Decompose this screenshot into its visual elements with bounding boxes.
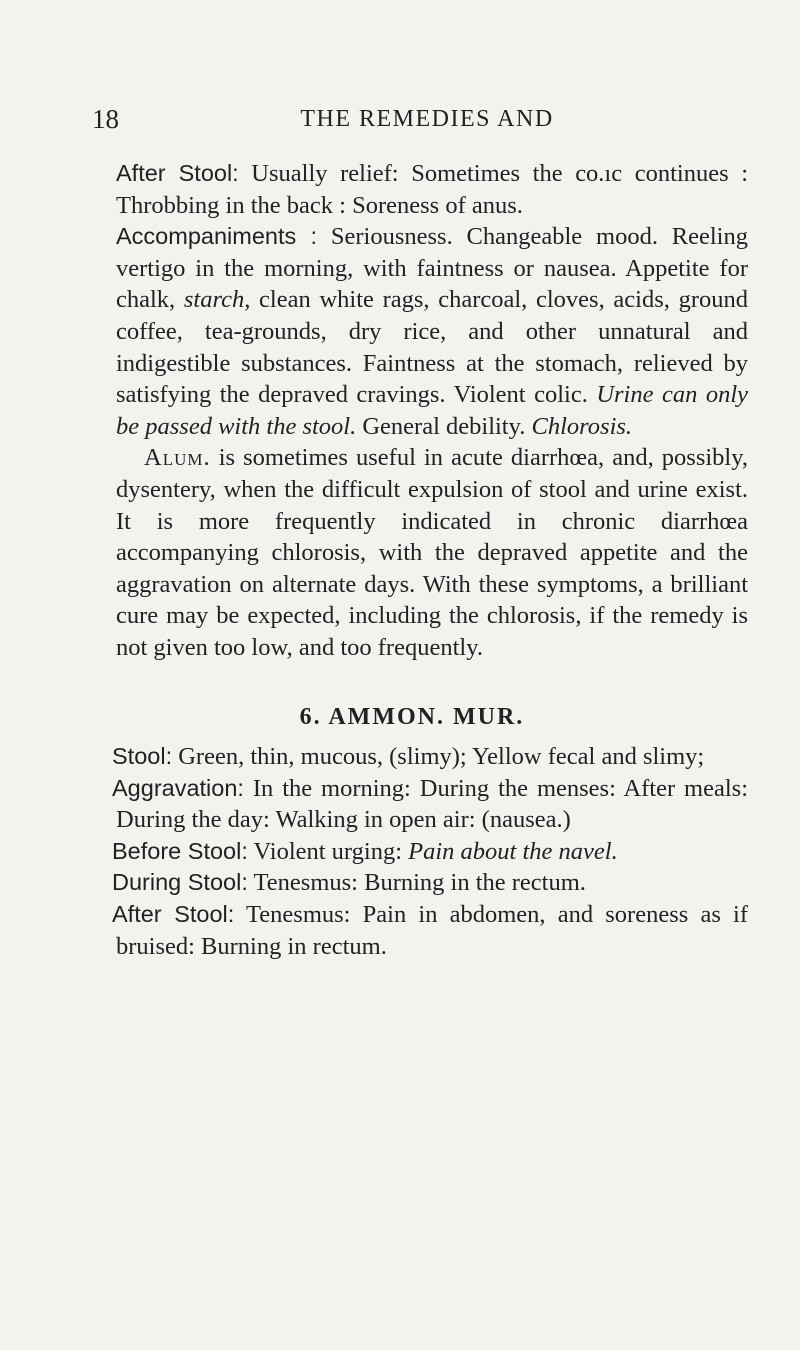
- page-header: [92, 104, 732, 144]
- stool-label: Stool:: [112, 743, 173, 770]
- during-stool-label: During Stool:: [112, 869, 248, 896]
- paragraph-after-stool: [116, 158, 748, 221]
- alum-remedy-name: Alum.: [144, 444, 211, 472]
- stool-text: Green, thin, mucous, (slimy); Yellow fecal and slimy;: [172, 743, 705, 771]
- before-stool-label: Before Stool:: [112, 837, 248, 864]
- aggravation-text: In the morning: During the menses: After meals: During the day: Walking in open air: (nausea.): [116, 774, 748, 834]
- accompaniments-text-2: clean white rags, charcoal, cloves, acids, ground coffee, tea-grounds, dry rice, and other unnatural and indigestible substances. Faintness at the stomach, relieved by satisfying the depraved cravings. Violent colic.: [116, 286, 748, 409]
- alum-text: is sometimes useful in acute diarrhœa, and, possibly, dysentery, when the difficult expulsion of stool and urine exist. It is more frequently indicated in chronic diarrhœa accompanying chlorosis, with the depraved appetite and the aggravation on alternate days. With these symptoms, a brilliant cure may be expected, including the chlorosis, if the remedy is not given too low, and too frequently.: [116, 444, 748, 661]
- before-stool-text: Violent urging:: [247, 837, 409, 865]
- accompaniments-italic-2: Urine can only be passed with the stool.: [116, 381, 749, 440]
- accompaniments-text-1: Seriousness. Changeable mood. Reeling vertigo in the morning, with faintness or nausea. Appetite for chalk,: [116, 223, 748, 314]
- during-stool-text: Tenesmus: Burning in the rectum.: [247, 869, 586, 897]
- accompaniments-text-3: General debility.: [356, 412, 532, 440]
- accompaniments-label: Accompaniments :: [116, 223, 318, 250]
- paragraph-accompaniments: [116, 221, 748, 442]
- before-stool-italic: Pain about the navel.: [408, 837, 618, 865]
- aggravation-label: Aggravation:: [112, 774, 244, 801]
- entry-during-stool: [112, 867, 748, 899]
- after-stool-text: Usually relief: Sometimes the co.ıc continues : Throbbing in the back : Soreness of anus.: [116, 160, 749, 219]
- paragraph-alum: [116, 442, 748, 663]
- page-number: 18: [92, 104, 119, 134]
- entry-before-stool: [112, 836, 748, 868]
- entry-after-stool: [112, 899, 749, 962]
- after-stool-2-label: After Stool:: [112, 901, 235, 928]
- body-text: [112, 158, 749, 962]
- accompaniments-italic-3: Chlorosis.: [531, 412, 633, 440]
- entry-stool: [112, 741, 748, 773]
- after-stool-label: After Stool:: [116, 160, 239, 186]
- accompaniments-italic-1: starch,: [183, 286, 251, 314]
- section-heading: 6. AMMON. MUR.: [299, 703, 525, 730]
- entry-aggravation: [112, 773, 748, 836]
- running-head: THE REMEDIES AND: [300, 106, 554, 132]
- after-stool-2-text: Tenesmus: Pain in abdomen, and soreness as if bruised: Burning in rectum.: [116, 901, 749, 960]
